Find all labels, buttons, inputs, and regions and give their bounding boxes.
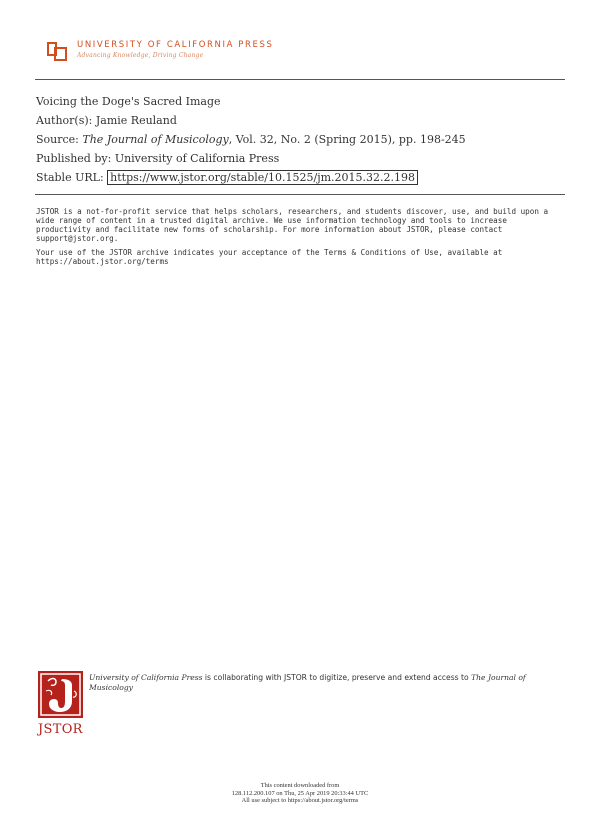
jstor-notice xyxy=(36,207,561,271)
stable-url-label: Stable URL: xyxy=(36,171,104,184)
source-label: Source: xyxy=(36,133,79,146)
published-label: Published by: xyxy=(36,152,112,165)
jstor-logo xyxy=(38,671,83,737)
publisher-tagline: Advancing Knowledge, Driving Change xyxy=(77,52,204,59)
citation: , Vol. 32, No. 2 (Spring 2015), pp. 198-245 xyxy=(228,133,466,146)
middle-divider xyxy=(35,194,565,195)
jstor-wordmark: JSTOR xyxy=(38,722,83,737)
ucp-logo-icon xyxy=(47,42,67,62)
publisher-header xyxy=(47,40,274,62)
footer-line-3: All use subject to https://about.jstor.org/terms xyxy=(241,797,359,804)
collab-journal: The Journal of Musicology xyxy=(89,673,526,692)
collaboration-statement xyxy=(89,673,559,693)
journal-title: The Journal of Musicology xyxy=(82,133,229,146)
footer-line-1: This content downloaded from xyxy=(260,782,340,789)
publisher-name: UNIVERSITY OF CALIFORNIA PRESS xyxy=(77,40,274,50)
stable-url-link[interactable]: https://www.jstor.org/stable/10.1525/jm.2015.32.2.198 xyxy=(107,170,418,185)
collab-text: is collaborating with JSTOR to digitize, preserve and extend access to xyxy=(202,673,472,682)
authors-value: Jamie Reuland xyxy=(95,114,177,127)
source-line xyxy=(36,130,466,149)
authors-line xyxy=(36,111,466,130)
published-value: University of California Press xyxy=(114,152,280,165)
published-line xyxy=(36,149,466,168)
notice-paragraph-2: Your use of the JSTOR archive indicates your acceptance of the Terms & Conditions of Use, available at https://about.jstor.org/terms xyxy=(36,248,503,266)
article-metadata xyxy=(36,92,466,187)
authors-label: Author(s): xyxy=(36,114,93,127)
collab-publisher: University of California Press xyxy=(89,673,203,682)
stable-url-line xyxy=(36,168,466,187)
top-divider xyxy=(35,79,565,80)
download-footer xyxy=(0,782,600,805)
notice-paragraph-1: JSTOR is a not-for-profit service that helps scholars, researchers, and students discover, use, and build upon a wide range of content in a trusted digital archive. We use information technology and tools to increase productivity and facilitate new forms of scholarship. For more information about JSTOR, please contact support@jstor.org. xyxy=(36,207,549,243)
article-title: Voicing the Doge's Sacred Image xyxy=(36,95,221,108)
jstor-emblem-icon xyxy=(38,671,83,718)
footer-line-2: 128.112.200.107 on Thu, 25 Apr 2019 20:33:44 UTC xyxy=(231,789,369,797)
